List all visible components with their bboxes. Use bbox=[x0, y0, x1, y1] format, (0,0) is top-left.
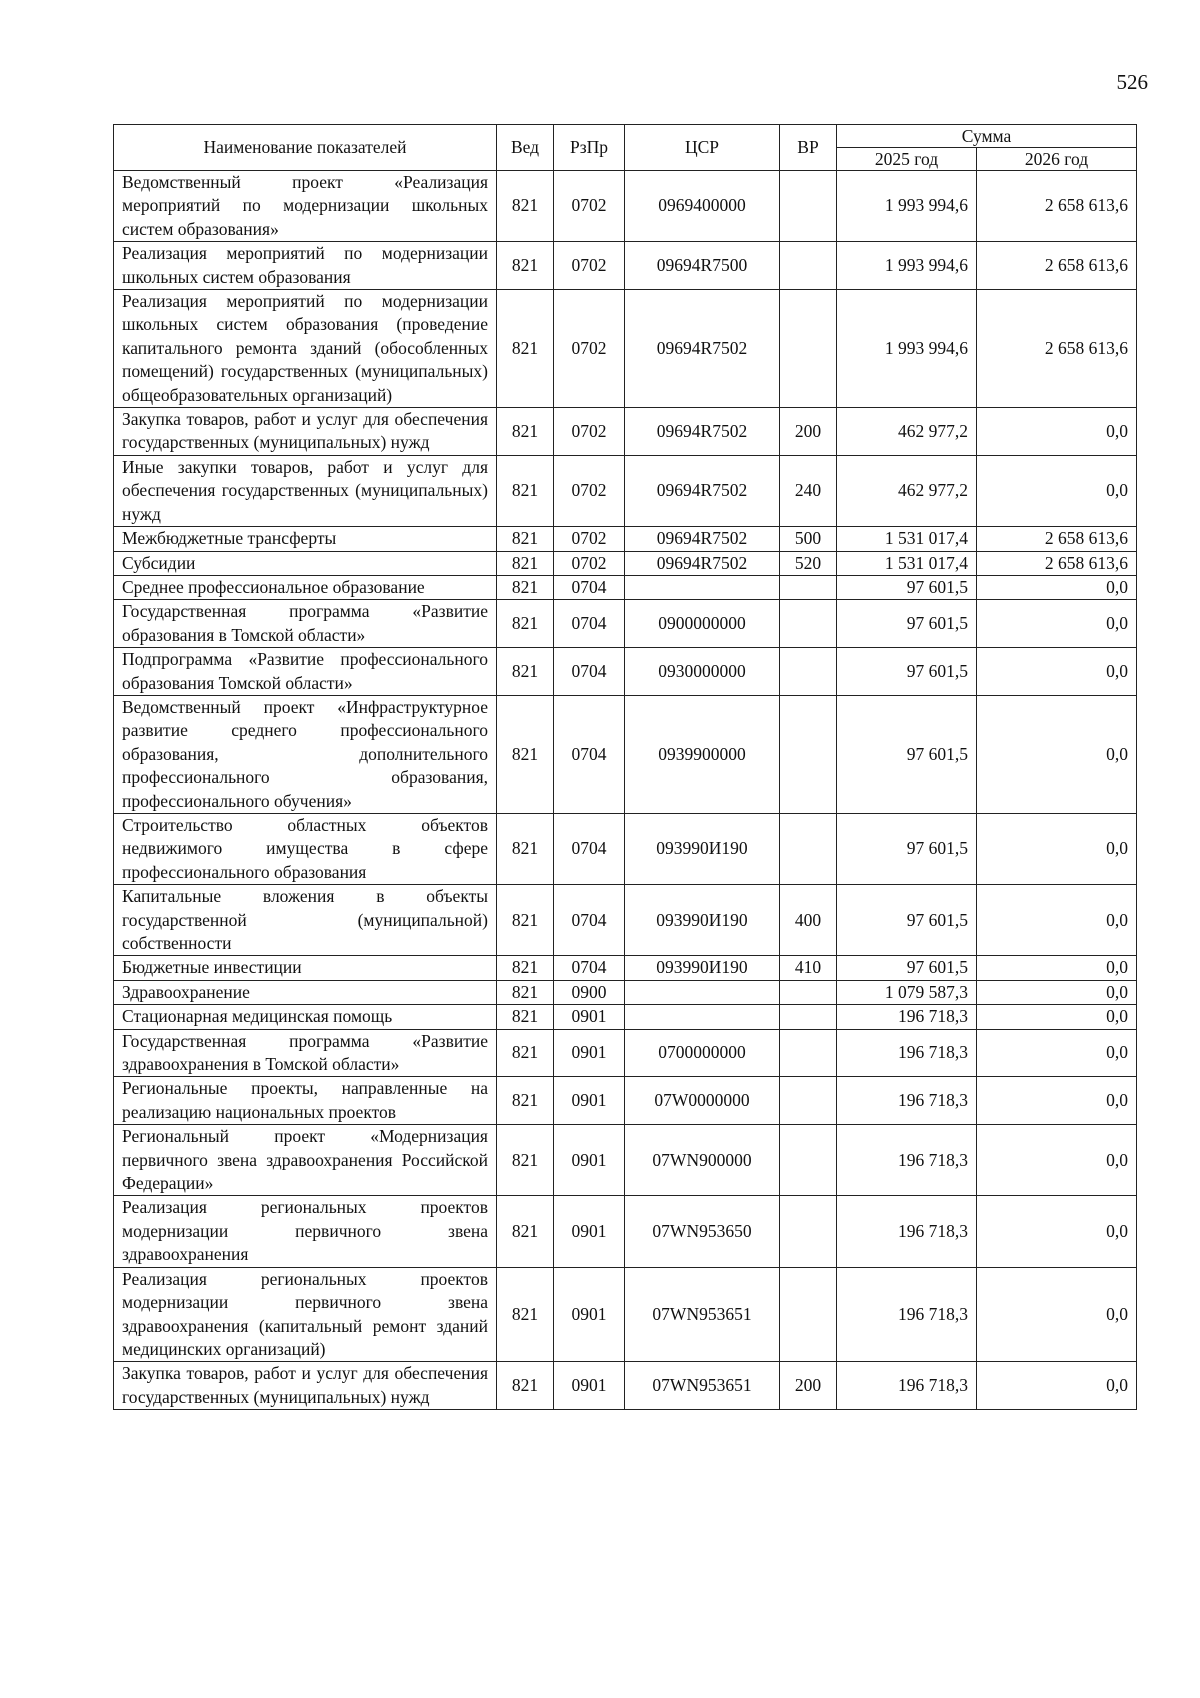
cell-name: Субсидии bbox=[114, 551, 497, 575]
cell-rzpr: 0702 bbox=[554, 408, 625, 456]
cell-sum-2026: 0,0 bbox=[977, 980, 1137, 1004]
cell-name: Бюджетные инвестиции bbox=[114, 956, 497, 980]
cell-sum-2026: 2 658 613,6 bbox=[977, 551, 1137, 575]
cell-vr bbox=[780, 1077, 837, 1125]
cell-vr bbox=[780, 648, 837, 696]
table-row bbox=[114, 1005, 1137, 1029]
cell-name: Реализация мероприятий по модернизации школьных систем образования bbox=[114, 242, 497, 290]
table-row bbox=[114, 695, 1137, 813]
cell-csr: 07WN953650 bbox=[625, 1196, 780, 1267]
table-row bbox=[114, 455, 1137, 526]
header-year-2025: 2025 год bbox=[837, 148, 977, 171]
cell-sum-2025: 196 718,3 bbox=[837, 1267, 977, 1362]
cell-rzpr: 0901 bbox=[554, 1005, 625, 1029]
cell-vr bbox=[780, 1267, 837, 1362]
cell-sum-2026: 0,0 bbox=[977, 648, 1137, 696]
cell-sum-2025: 196 718,3 bbox=[837, 1125, 977, 1196]
cell-sum-2026: 0,0 bbox=[977, 575, 1137, 599]
cell-rzpr: 0901 bbox=[554, 1362, 625, 1410]
cell-csr bbox=[625, 575, 780, 599]
cell-sum-2025: 1 993 994,6 bbox=[837, 242, 977, 290]
cell-sum-2026: 0,0 bbox=[977, 1005, 1137, 1029]
table-row bbox=[114, 171, 1137, 242]
cell-csr: 09694R7502 bbox=[625, 408, 780, 456]
cell-vr bbox=[780, 171, 837, 242]
cell-name: Подпрограмма «Развитие профессионального образования Томской области» bbox=[114, 648, 497, 696]
cell-sum-2026: 0,0 bbox=[977, 695, 1137, 813]
cell-csr: 093990И190 bbox=[625, 956, 780, 980]
cell-vr bbox=[780, 600, 837, 648]
cell-vr bbox=[780, 575, 837, 599]
cell-vr: 520 bbox=[780, 551, 837, 575]
cell-sum-2026: 2 658 613,6 bbox=[977, 242, 1137, 290]
table-row bbox=[114, 408, 1137, 456]
cell-sum-2026: 0,0 bbox=[977, 1267, 1137, 1362]
header-rzpr: РзПр bbox=[554, 125, 625, 171]
cell-csr: 0900000000 bbox=[625, 600, 780, 648]
cell-sum-2026: 0,0 bbox=[977, 1029, 1137, 1077]
table-row bbox=[114, 1029, 1137, 1077]
cell-sum-2026: 2 658 613,6 bbox=[977, 527, 1137, 551]
cell-sum-2026: 0,0 bbox=[977, 600, 1137, 648]
cell-ved: 821 bbox=[497, 1362, 554, 1410]
header-csr: ЦСР bbox=[625, 125, 780, 171]
cell-vr bbox=[780, 695, 837, 813]
cell-csr: 0969400000 bbox=[625, 171, 780, 242]
cell-name: Ведомственный проект «Инфраструктурное развитие среднего профессионального образования, дополнительного профессионального образования, профессионального обучения» bbox=[114, 695, 497, 813]
table-row bbox=[114, 527, 1137, 551]
cell-csr: 09694R7502 bbox=[625, 551, 780, 575]
table-row bbox=[114, 648, 1137, 696]
cell-ved: 821 bbox=[497, 1125, 554, 1196]
cell-vr bbox=[780, 980, 837, 1004]
cell-sum-2026: 0,0 bbox=[977, 1125, 1137, 1196]
cell-rzpr: 0702 bbox=[554, 242, 625, 290]
cell-name: Региональные проекты, направленные на реализацию национальных проектов bbox=[114, 1077, 497, 1125]
cell-rzpr: 0704 bbox=[554, 695, 625, 813]
cell-name: Ведомственный проект «Реализация мероприятий по модернизации школьных систем образования» bbox=[114, 171, 497, 242]
cell-ved: 821 bbox=[497, 1267, 554, 1362]
cell-name: Среднее профессиональное образование bbox=[114, 575, 497, 599]
cell-ved: 821 bbox=[497, 885, 554, 956]
cell-sum-2025: 97 601,5 bbox=[837, 956, 977, 980]
cell-csr: 093990И190 bbox=[625, 885, 780, 956]
cell-name: Иные закупки товаров, работ и услуг для обеспечения государственных (муниципальных) нужд bbox=[114, 455, 497, 526]
cell-sum-2025: 1 079 587,3 bbox=[837, 980, 977, 1004]
cell-rzpr: 0702 bbox=[554, 455, 625, 526]
cell-sum-2025: 97 601,5 bbox=[837, 885, 977, 956]
cell-rzpr: 0702 bbox=[554, 290, 625, 408]
cell-ved: 821 bbox=[497, 980, 554, 1004]
table-header bbox=[114, 125, 1137, 171]
cell-csr: 09694R7502 bbox=[625, 290, 780, 408]
cell-rzpr: 0901 bbox=[554, 1077, 625, 1125]
cell-sum-2026: 2 658 613,6 bbox=[977, 290, 1137, 408]
cell-sum-2025: 97 601,5 bbox=[837, 813, 977, 884]
cell-ved: 821 bbox=[497, 527, 554, 551]
table-row bbox=[114, 956, 1137, 980]
cell-name: Здравоохранение bbox=[114, 980, 497, 1004]
cell-rzpr: 0702 bbox=[554, 527, 625, 551]
cell-csr: 0700000000 bbox=[625, 1029, 780, 1077]
header-ved: Вед bbox=[497, 125, 554, 171]
cell-ved: 821 bbox=[497, 242, 554, 290]
cell-csr: 07WN953651 bbox=[625, 1362, 780, 1410]
cell-ved: 821 bbox=[497, 813, 554, 884]
cell-vr bbox=[780, 1125, 837, 1196]
cell-sum-2026: 0,0 bbox=[977, 885, 1137, 956]
cell-vr bbox=[780, 1029, 837, 1077]
cell-rzpr: 0900 bbox=[554, 980, 625, 1004]
cell-sum-2025: 196 718,3 bbox=[837, 1362, 977, 1410]
cell-ved: 821 bbox=[497, 600, 554, 648]
table-row bbox=[114, 242, 1137, 290]
cell-vr: 400 bbox=[780, 885, 837, 956]
cell-name: Закупка товаров, работ и услуг для обеспечения государственных (муниципальных) нужд bbox=[114, 1362, 497, 1410]
cell-sum-2026: 2 658 613,6 bbox=[977, 171, 1137, 242]
cell-csr: 07WN953651 bbox=[625, 1267, 780, 1362]
header-sum: Сумма bbox=[837, 125, 1137, 148]
table-body bbox=[114, 171, 1137, 1410]
table-row bbox=[114, 885, 1137, 956]
table-row bbox=[114, 813, 1137, 884]
cell-sum-2026: 0,0 bbox=[977, 813, 1137, 884]
cell-sum-2025: 1 531 017,4 bbox=[837, 527, 977, 551]
page-number: 526 bbox=[1116, 70, 1148, 94]
cell-sum-2026: 0,0 bbox=[977, 1077, 1137, 1125]
cell-sum-2025: 1 531 017,4 bbox=[837, 551, 977, 575]
cell-name: Государственная программа «Развитие образования в Томской области» bbox=[114, 600, 497, 648]
cell-ved: 821 bbox=[497, 956, 554, 980]
cell-rzpr: 0901 bbox=[554, 1029, 625, 1077]
table-row bbox=[114, 1125, 1137, 1196]
cell-vr bbox=[780, 1196, 837, 1267]
budget-table bbox=[113, 124, 1137, 1410]
cell-name: Реализация региональных проектов модернизации первичного звена здравоохранения (капитальный ремонт зданий медицинских организаций) bbox=[114, 1267, 497, 1362]
cell-csr bbox=[625, 980, 780, 1004]
cell-name: Реализация региональных проектов модернизации первичного звена здравоохранения bbox=[114, 1196, 497, 1267]
cell-ved: 821 bbox=[497, 648, 554, 696]
cell-sum-2026: 0,0 bbox=[977, 1362, 1137, 1410]
cell-sum-2026: 0,0 bbox=[977, 455, 1137, 526]
cell-sum-2026: 0,0 bbox=[977, 408, 1137, 456]
cell-csr bbox=[625, 1005, 780, 1029]
table-row bbox=[114, 1077, 1137, 1125]
cell-sum-2025: 196 718,3 bbox=[837, 1196, 977, 1267]
cell-rzpr: 0704 bbox=[554, 813, 625, 884]
header-vr: ВР bbox=[780, 125, 837, 171]
cell-rzpr: 0704 bbox=[554, 648, 625, 696]
cell-csr: 09694R7502 bbox=[625, 527, 780, 551]
cell-rzpr: 0704 bbox=[554, 600, 625, 648]
cell-ved: 821 bbox=[497, 290, 554, 408]
cell-ved: 821 bbox=[497, 1196, 554, 1267]
cell-ved: 821 bbox=[497, 171, 554, 242]
cell-rzpr: 0702 bbox=[554, 551, 625, 575]
cell-vr: 500 bbox=[780, 527, 837, 551]
cell-name: Строительство областных объектов недвижимого имущества в сфере профессионального образования bbox=[114, 813, 497, 884]
table-row bbox=[114, 575, 1137, 599]
cell-ved: 821 bbox=[497, 455, 554, 526]
cell-ved: 821 bbox=[497, 408, 554, 456]
cell-rzpr: 0901 bbox=[554, 1267, 625, 1362]
cell-sum-2025: 462 977,2 bbox=[837, 408, 977, 456]
cell-sum-2025: 97 601,5 bbox=[837, 695, 977, 813]
cell-vr bbox=[780, 290, 837, 408]
cell-vr bbox=[780, 242, 837, 290]
cell-sum-2025: 97 601,5 bbox=[837, 575, 977, 599]
cell-vr: 200 bbox=[780, 408, 837, 456]
cell-sum-2025: 196 718,3 bbox=[837, 1077, 977, 1125]
table-row bbox=[114, 1267, 1137, 1362]
cell-name: Капитальные вложения в объекты государственной (муниципальной) собственности bbox=[114, 885, 497, 956]
cell-rzpr: 0704 bbox=[554, 885, 625, 956]
cell-sum-2026: 0,0 bbox=[977, 1196, 1137, 1267]
cell-ved: 821 bbox=[497, 575, 554, 599]
cell-vr bbox=[780, 813, 837, 884]
cell-vr bbox=[780, 1005, 837, 1029]
cell-name: Стационарная медицинская помощь bbox=[114, 1005, 497, 1029]
cell-name: Региональный проект «Модернизация первичного звена здравоохранения Российской Федерации» bbox=[114, 1125, 497, 1196]
cell-ved: 821 bbox=[497, 1005, 554, 1029]
cell-sum-2025: 196 718,3 bbox=[837, 1005, 977, 1029]
cell-csr: 0930000000 bbox=[625, 648, 780, 696]
cell-name: Межбюджетные трансферты bbox=[114, 527, 497, 551]
cell-name: Реализация мероприятий по модернизации школьных систем образования (проведение капитального ремонта зданий (обособленных помещений) государственных (муниципальных) общеобразовательных организаций) bbox=[114, 290, 497, 408]
header-name: Наименование показателей bbox=[114, 125, 497, 171]
cell-ved: 821 bbox=[497, 551, 554, 575]
cell-sum-2025: 97 601,5 bbox=[837, 648, 977, 696]
cell-csr: 0939900000 bbox=[625, 695, 780, 813]
cell-csr: 09694R7502 bbox=[625, 455, 780, 526]
cell-vr: 410 bbox=[780, 956, 837, 980]
table-row bbox=[114, 600, 1137, 648]
cell-ved: 821 bbox=[497, 1029, 554, 1077]
header-year-2026: 2026 год bbox=[977, 148, 1137, 171]
cell-vr: 200 bbox=[780, 1362, 837, 1410]
cell-csr: 09694R7500 bbox=[625, 242, 780, 290]
cell-csr: 07WN900000 bbox=[625, 1125, 780, 1196]
cell-name: Закупка товаров, работ и услуг для обеспечения государственных (муниципальных) нужд bbox=[114, 408, 497, 456]
cell-rzpr: 0704 bbox=[554, 575, 625, 599]
cell-name: Государственная программа «Развитие здравоохранения в Томской области» bbox=[114, 1029, 497, 1077]
table-row bbox=[114, 980, 1137, 1004]
cell-sum-2026: 0,0 bbox=[977, 956, 1137, 980]
cell-rzpr: 0901 bbox=[554, 1196, 625, 1267]
cell-sum-2025: 462 977,2 bbox=[837, 455, 977, 526]
table-row bbox=[114, 1196, 1137, 1267]
table-row bbox=[114, 551, 1137, 575]
cell-sum-2025: 1 993 994,6 bbox=[837, 290, 977, 408]
cell-ved: 821 bbox=[497, 695, 554, 813]
cell-vr: 240 bbox=[780, 455, 837, 526]
cell-sum-2025: 1 993 994,6 bbox=[837, 171, 977, 242]
table-row bbox=[114, 290, 1137, 408]
cell-csr: 093990И190 bbox=[625, 813, 780, 884]
cell-rzpr: 0901 bbox=[554, 1125, 625, 1196]
cell-sum-2025: 97 601,5 bbox=[837, 600, 977, 648]
cell-sum-2025: 196 718,3 bbox=[837, 1029, 977, 1077]
cell-csr: 07W0000000 bbox=[625, 1077, 780, 1125]
cell-rzpr: 0702 bbox=[554, 171, 625, 242]
cell-ved: 821 bbox=[497, 1077, 554, 1125]
cell-rzpr: 0704 bbox=[554, 956, 625, 980]
table-row bbox=[114, 1362, 1137, 1410]
